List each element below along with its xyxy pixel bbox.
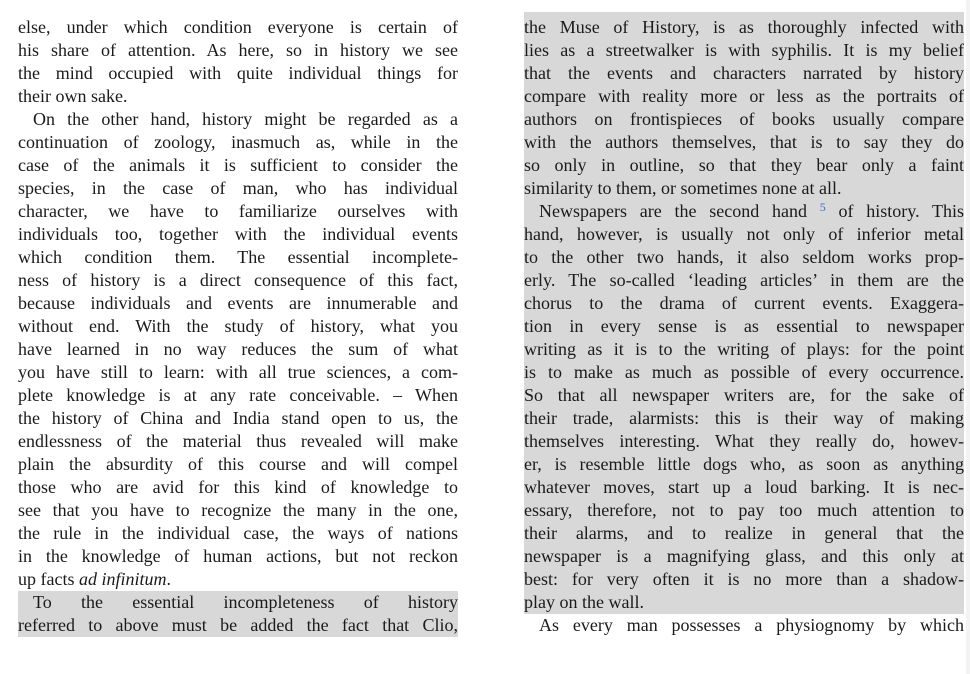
text-line[interactable]: you have still to learn: with all true sciences, a com-	[18, 362, 458, 382]
highlighted-text-line[interactable]: authors on frontispieces of books usually compare	[524, 109, 964, 129]
highlighted-text-line[interactable]: play on the wall.	[524, 592, 644, 612]
highlighted-paragraph-start-line[interactable]	[524, 200, 964, 223]
highlighted-text-line[interactable]: essary, therefore, not to pay too much attention to	[524, 500, 964, 520]
highlighted-text-line[interactable]: best: for very often it is no more than a shadow-	[524, 569, 964, 589]
text-line[interactable]: continuation of zoology, inasmuch as, while in the	[18, 132, 458, 152]
text-line[interactable]: species, in the case of man, who has individual	[18, 178, 458, 198]
highlighted-text-line[interactable]: with the authors themselves, that is to say they do	[524, 132, 964, 152]
paragraph-start-line[interactable]: On the other hand, history might be regarded as a	[33, 109, 458, 129]
highlighted-text-line[interactable]: chorus to the drama of current events. Exaggera-	[524, 293, 964, 313]
highlighted-text-line[interactable]: to the other two hands, it also seldom works prop-	[524, 247, 964, 267]
highlighted-text-line[interactable]: the Muse of History, is as thoroughly infected with	[524, 17, 964, 37]
highlighted-text-line[interactable]: tion in every sense is as essential to newspaper	[524, 316, 964, 336]
right-column	[524, 16, 964, 637]
text-line[interactable]: because individuals and events are innumerable and	[18, 293, 458, 313]
text-line[interactable]: those who are avid for this kind of knowledge to	[18, 477, 458, 497]
highlighted-text-line[interactable]: their alarms, and to realize in general that the	[524, 523, 964, 543]
line-trailer: .	[166, 569, 171, 589]
page-edge	[966, 0, 970, 674]
text-line[interactable]: the history of China and India stand open to us, the	[18, 408, 458, 428]
highlighted-text-line[interactable]: their trade, alarmists: this is their way of making	[524, 408, 964, 428]
highlighted-paragraph-start-line[interactable]: To the essential incompleteness of history	[33, 592, 458, 612]
text-line[interactable]: endlessness of the material thus revealed will make	[18, 431, 458, 451]
text-line[interactable]: the rule in the individual case, the ways of nations	[18, 523, 458, 543]
highlighted-text-line[interactable]: referred to above must be added the fact that Clio,	[18, 615, 458, 635]
highlighted-text-line[interactable]: whatever moves, start up a loud barking. It is nec-	[524, 477, 964, 497]
text-line[interactable]: character, we have to familiarize ourselves with	[18, 201, 458, 221]
highlighted-text-line[interactable]: is to make as much as possible of every occurrence.	[524, 362, 964, 382]
text-line[interactable]: see that you have to recognize the many in the one,	[18, 500, 458, 520]
highlighted-text-line[interactable]: so only in outline, so that they bear only a faint	[524, 155, 964, 175]
highlighted-text-line[interactable]: lies as a streetwalker is with syphilis. It is my belief	[524, 40, 964, 60]
italic-phrase: ad infinitum	[78, 569, 167, 589]
highlighted-text-line[interactable]: erly. The so-called ‘leading articles’ in them are the	[524, 270, 964, 290]
text-line[interactable]	[18, 568, 458, 591]
highlighted-text-line[interactable]: So that all newspaper writers are, for the sake of	[524, 385, 964, 405]
text-line[interactable]: ness of history is a direct consequence of this fact,	[18, 270, 458, 290]
text-line[interactable]: plain the absurdity of this course and will compel	[18, 454, 458, 474]
text-line[interactable]: his share of attention. As here, so in history we see	[18, 40, 458, 60]
highlighted-text-line[interactable]: similarity to them, or sometimes none at all.	[524, 178, 842, 198]
highlighted-text-line[interactable]: compare with reality more or less as the portraits of	[524, 86, 964, 106]
text-line[interactable]: plete knowledge is at any rate conceivable. – When	[18, 385, 458, 405]
left-column	[18, 16, 458, 637]
line-text: up facts	[18, 569, 79, 589]
highlighted-text-line[interactable]: that the events and characters narrated by history	[524, 63, 964, 83]
text-line[interactable]: have learned in no way reduces the sum of what	[18, 339, 458, 359]
text-line[interactable]: the mind occupied with quite individual things for	[18, 63, 458, 83]
text-line[interactable]: their own sake.	[18, 86, 128, 106]
paragraph-start-line[interactable]: As every man possesses a physiognomy by which	[539, 615, 964, 635]
highlighted-text-line[interactable]: newspaper is a magnifying glass, and this only at	[524, 546, 964, 566]
text-line[interactable]: else, under which condition everyone is certain of	[18, 17, 458, 37]
text-line[interactable]: case of the animals it is sufficient to consider the	[18, 155, 458, 175]
line-text: Newspapers are the second hand	[539, 201, 820, 221]
text-line[interactable]: without end. With the study of history, what you	[18, 316, 458, 336]
line-trailer: of history. This	[825, 201, 964, 221]
highlighted-text-line[interactable]: writing as it is to the writing of plays: for the point	[524, 339, 964, 359]
text-line[interactable]: in the knowledge of human actions, but not reckon	[18, 546, 458, 566]
highlighted-text-line[interactable]: er, is resemble little dogs who, as soon as anything	[524, 454, 964, 474]
text-line[interactable]: individuals too, together with the individual events	[18, 224, 458, 244]
highlighted-text-line[interactable]: themselves interesting. What they really do, howev-	[524, 431, 964, 451]
text-line[interactable]: which condition them. The essential incomplete-	[18, 247, 458, 267]
highlighted-text-line[interactable]: hand, however, is usually not only of inferior metal	[524, 224, 964, 244]
footnote-link[interactable]: 5	[819, 200, 826, 214]
